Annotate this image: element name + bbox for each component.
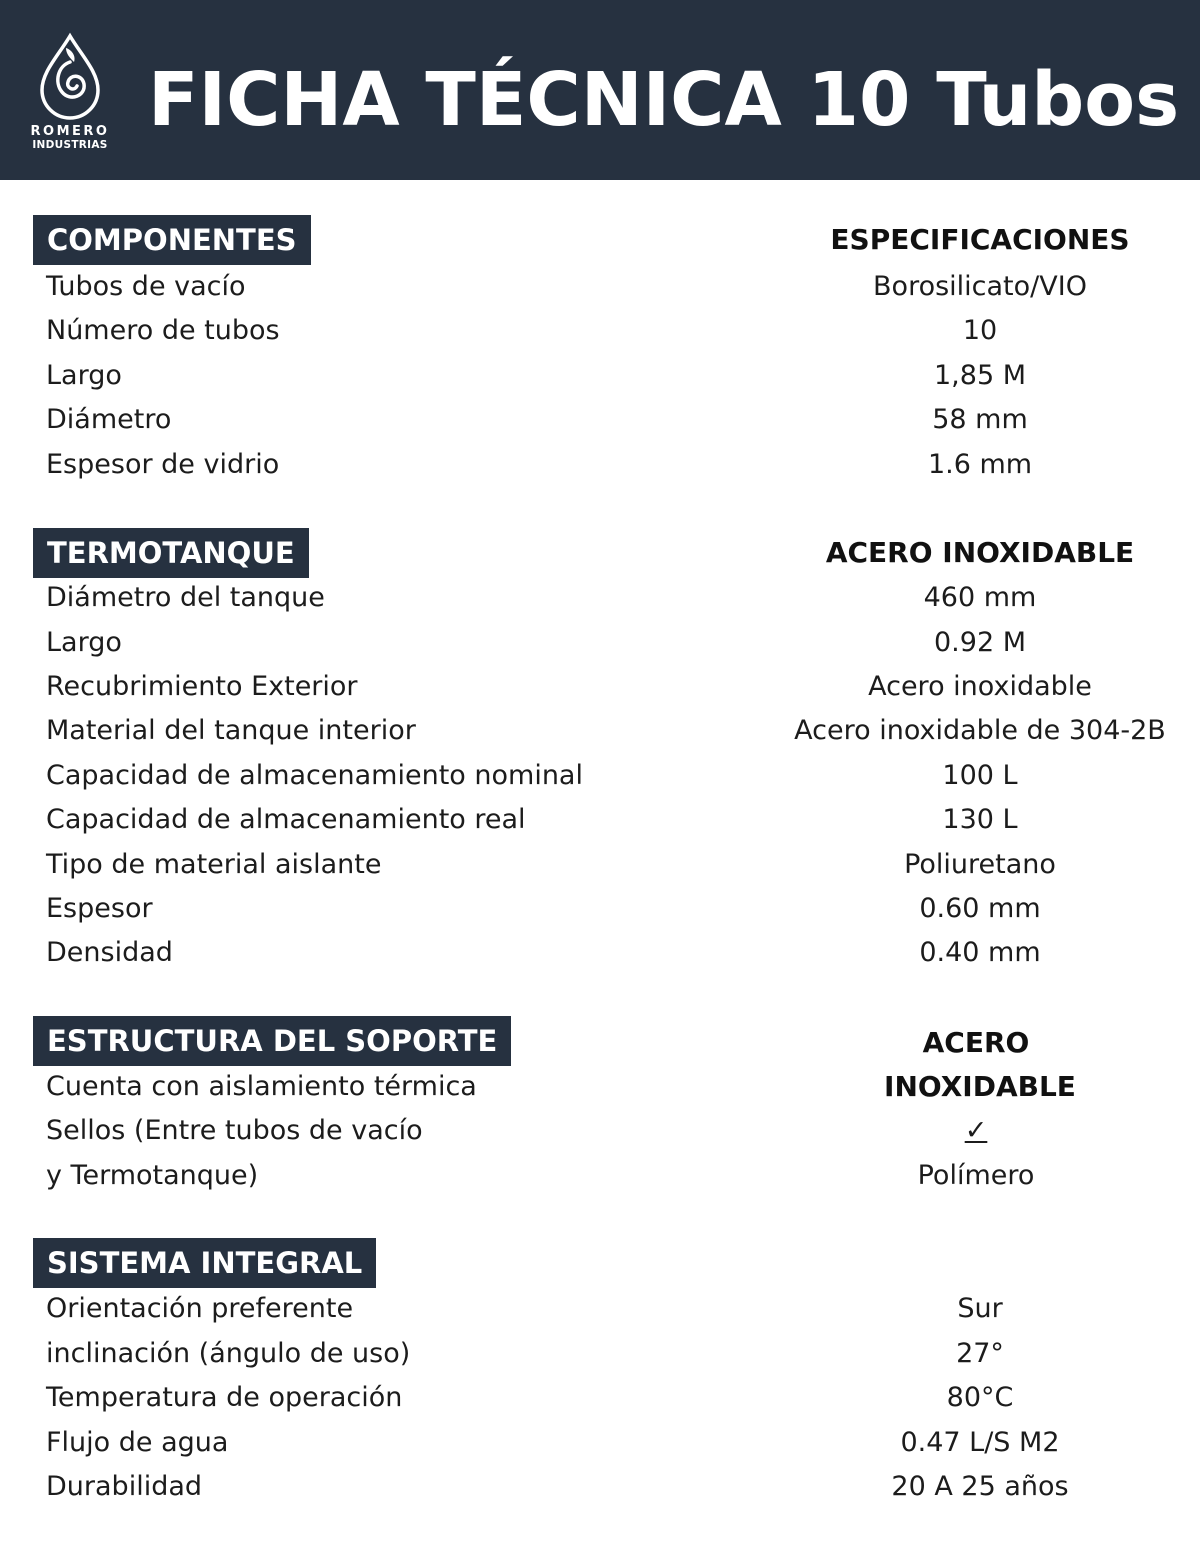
row-value: Acero inoxidable de 304-2B <box>794 715 1166 746</box>
row-label: Material del tanque interior <box>46 715 416 746</box>
row-value: 10 <box>962 315 998 346</box>
row-label: Capacidad de almacenamiento nominal <box>46 760 583 791</box>
row-label: Orientación preferente <box>46 1293 354 1324</box>
brand-name: ROMERO <box>30 124 110 139</box>
row-value: 0.92 M <box>934 627 1026 658</box>
row-label: Tubos de vacío <box>46 271 246 302</box>
row-label: Sellos (Entre tubos de vacío <box>46 1115 423 1146</box>
row-label: inclinación (ángulo de uso) <box>46 1338 411 1369</box>
row-label: Flujo de agua <box>46 1427 229 1458</box>
header-banner <box>0 0 1200 180</box>
row-value: 27° <box>956 1338 1004 1369</box>
row-label: Durabilidad <box>46 1471 203 1502</box>
row-value: 58 mm <box>932 404 1028 435</box>
row-label: Diámetro <box>46 404 172 435</box>
row-label: Número de tubos <box>46 315 280 346</box>
row-value: 1.6 mm <box>927 449 1033 480</box>
row-value: 1,85 M <box>934 360 1026 391</box>
water-drop-icon <box>36 32 104 120</box>
row-label: Tipo de material aislante <box>46 849 382 880</box>
row-label: Densidad <box>46 937 173 968</box>
row-value: 100 L <box>942 760 1018 791</box>
spec-header-componentes: ESPECIFICACIONES <box>830 223 1130 256</box>
row-label: Largo <box>46 627 122 658</box>
brand-logo <box>22 32 118 156</box>
row-label: Diámetro del tanque <box>46 582 325 613</box>
spec-header-estructura-line1: ACERO <box>922 1026 1030 1059</box>
brand-subtitle: INDUSTRIAS <box>32 139 108 151</box>
row-value: Acero inoxidable <box>868 671 1092 702</box>
row-label: Largo <box>46 360 122 391</box>
row-value: 20 A 25 años <box>891 1471 1069 1502</box>
section-label-termotanque: TERMOTANQUE <box>33 528 309 578</box>
section-label-estructura: ESTRUCTURA DEL SOPORTE <box>33 1016 511 1066</box>
row-value: Sur <box>957 1293 1003 1324</box>
section-label-componentes: COMPONENTES <box>33 215 311 265</box>
check-mark-icon: ✓ <box>964 1115 988 1146</box>
row-label: Temperatura de operación <box>46 1382 403 1413</box>
row-label: Cuenta con aislamiento térmica <box>46 1071 477 1102</box>
section-label-sistema: SISTEMA INTEGRAL <box>33 1238 376 1288</box>
row-label: Capacidad de almacenamiento real <box>46 804 526 835</box>
row-label: Espesor <box>46 893 153 924</box>
spec-header-estructura-line2: INOXIDABLE <box>884 1070 1076 1103</box>
row-value: Poliuretano <box>904 849 1056 880</box>
row-value: 0.40 mm <box>919 937 1041 968</box>
row-label: Espesor de vidrio <box>46 449 280 480</box>
spec-header-termotanque: ACERO INOXIDABLE <box>825 536 1135 569</box>
row-value: Polímero <box>917 1160 1035 1191</box>
row-value: 130 L <box>942 804 1018 835</box>
row-value: 0.60 mm <box>919 893 1041 924</box>
row-value: 0.47 L/S M2 <box>900 1427 1060 1458</box>
row-label: Recubrimiento Exterior <box>46 671 358 702</box>
row-value: 80°C <box>946 1382 1014 1413</box>
row-value: Borosilicato/VIO <box>873 271 1087 302</box>
page-title: FICHA TÉCNICA 10 Tubos <box>148 57 1180 143</box>
row-label: y Termotanque) <box>46 1160 259 1191</box>
row-value: 460 mm <box>923 582 1037 613</box>
